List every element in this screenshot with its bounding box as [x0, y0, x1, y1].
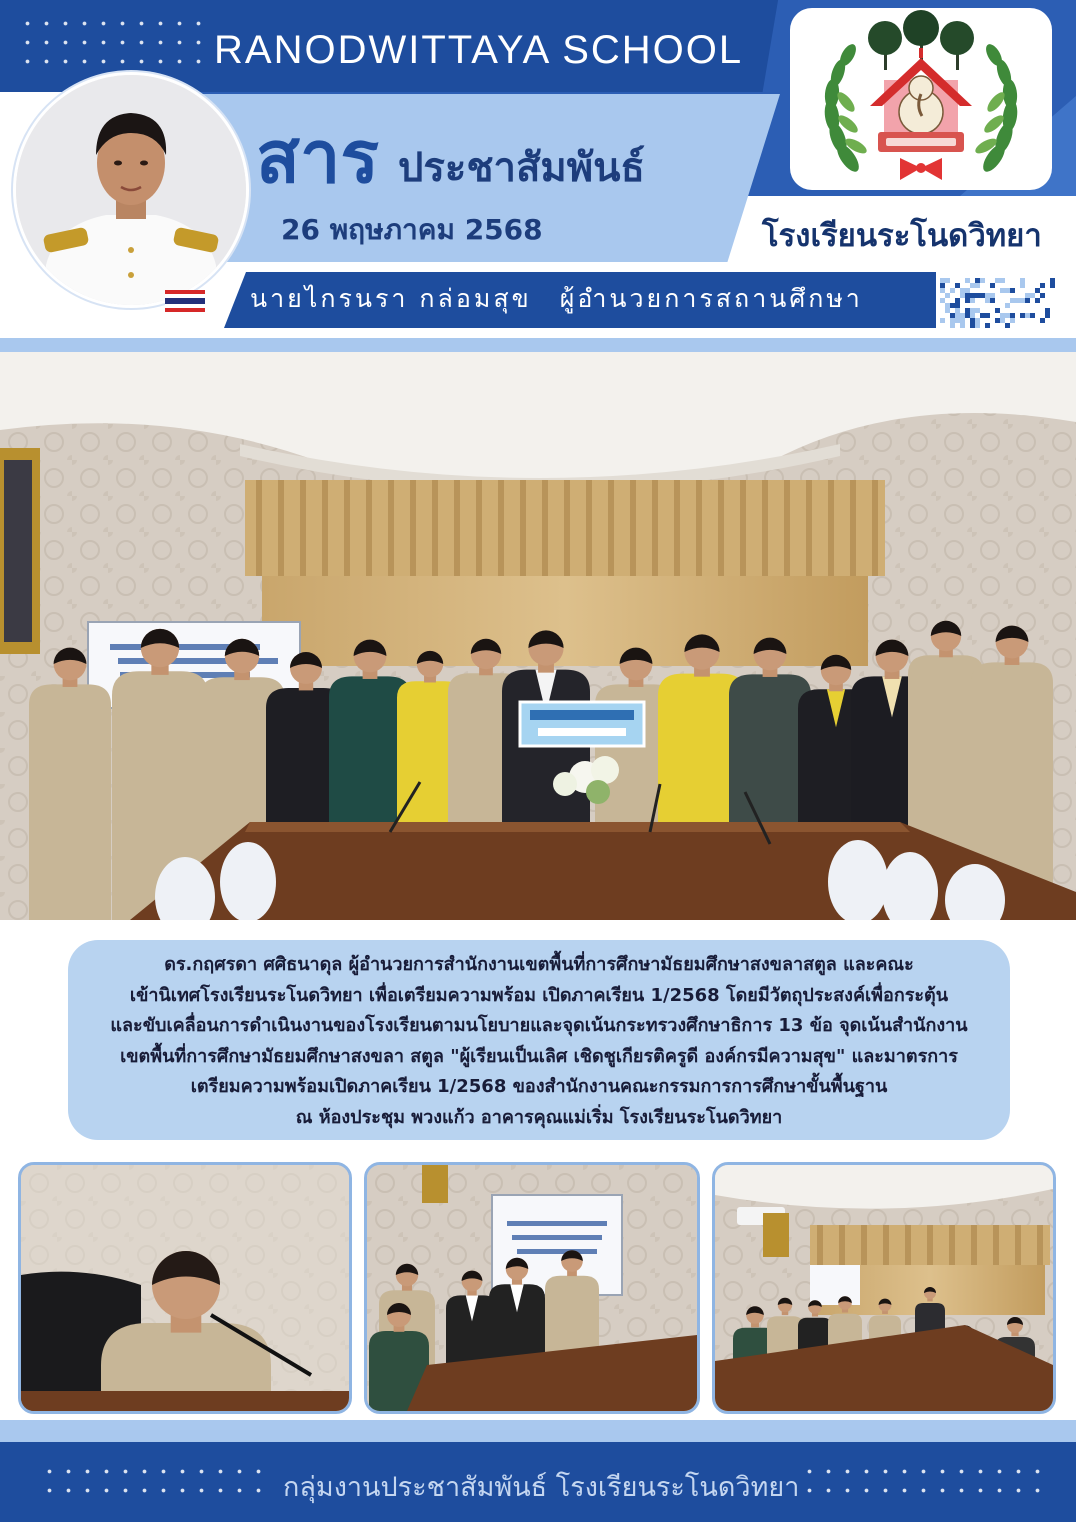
school-emblem-icon [790, 8, 1052, 190]
wreath-right-icon [973, 42, 1019, 176]
pixel-cell [940, 288, 945, 293]
pixel-cell [970, 298, 975, 303]
divider-strip-bottom [0, 1420, 1076, 1442]
pixel-cell [1020, 283, 1025, 288]
wall-picture-frame [422, 1165, 448, 1203]
pixel-cell [975, 318, 980, 323]
curtain-valance [810, 1225, 1050, 1265]
wall-picture [4, 460, 32, 642]
pixel-cell [1000, 288, 1005, 293]
pixel-cell [965, 278, 970, 283]
pixel-cell [1050, 278, 1055, 283]
pixel-cell [1010, 298, 1015, 303]
school-name-english: RANODWITTAYA SCHOOL [214, 28, 744, 72]
pixel-cell [970, 313, 975, 318]
pixel-cell [950, 318, 955, 323]
pixel-cell [975, 278, 980, 283]
pixel-cell [940, 278, 945, 283]
pixel-cell [980, 293, 985, 298]
pixel-cell [1040, 283, 1045, 288]
pixel-cell [985, 293, 990, 298]
pixel-pattern-icon [940, 278, 1055, 328]
article-text-box [68, 940, 1010, 1140]
pixel-cell [1030, 293, 1035, 298]
pixel-cell [945, 308, 950, 313]
person-figure [29, 648, 111, 920]
pixel-cell [960, 313, 965, 318]
title-prefix: สาร [256, 115, 380, 199]
pixel-cell [940, 298, 945, 303]
desk [21, 1391, 349, 1411]
director-info [250, 279, 863, 319]
decorative-dots-icon [800, 1462, 1040, 1502]
pixel-cell [945, 303, 950, 308]
pixel-cell [950, 303, 955, 308]
pixel-cell [990, 298, 995, 303]
article-line: เตรียมความพร้อมเปิดภาคเรียน 1/2568 ของสำนักงานคณะกรรมการการศึกษาขั้นพื้นฐาน [190, 1076, 888, 1097]
director-portrait [13, 72, 249, 308]
school-name-thai: โรงเรียนระโนดวิทยา [762, 218, 1042, 254]
pixel-cell [945, 278, 950, 283]
school-logo [790, 8, 1052, 190]
issue-date: 26 พฤษภาคม 2568 [281, 213, 543, 246]
portrait-photo [16, 75, 246, 305]
pixel-cell [1040, 293, 1045, 298]
pixel-cell [960, 323, 965, 328]
pixel-cell [960, 318, 965, 323]
pixel-cell [970, 318, 975, 323]
photo-thumbnail-2 [364, 1162, 700, 1414]
pixel-cell [985, 298, 990, 303]
wreath-left-icon [823, 42, 869, 176]
photo-thumbnail-1 [18, 1162, 352, 1414]
pixel-cell [1010, 313, 1015, 318]
pixel-cell [1025, 293, 1030, 298]
title-rest: ประชาสัมพันธ์ [398, 145, 645, 191]
projection-screen [810, 1265, 860, 1305]
curtain-valance [245, 480, 885, 576]
pixel-cell [955, 298, 960, 303]
pixel-cell [995, 278, 1000, 283]
article-line: และขับเคลื่อนการดำเนินงานของโรงเรียนตามนโยบายและจุดเน้นกระทรวงศึกษาธิการ 13 ข้อ จุดเน้นสำนักงาน [110, 1015, 968, 1036]
divider-strip-top [0, 338, 1076, 352]
pixel-cell [995, 318, 1000, 323]
pixel-cell [970, 283, 975, 288]
pixel-cell [955, 308, 960, 313]
article-line: ณ ห้องประชุม พวงแก้ว อาคารคุณแม่เริ่ม โรงเรียนระโนดวิทยา [295, 1106, 783, 1128]
pixel-cell [980, 313, 985, 318]
pixel-cell [995, 308, 1000, 313]
pixel-cell [955, 303, 960, 308]
pixel-cell [1025, 313, 1030, 318]
pixel-cell [1035, 288, 1040, 293]
pixel-cell [975, 308, 980, 313]
pixel-cell [1000, 318, 1005, 323]
pixel-cell [1020, 278, 1025, 283]
pixel-cell [1005, 303, 1010, 308]
pixel-cell [970, 293, 975, 298]
pixel-cell [970, 308, 975, 313]
pixel-cell [965, 298, 970, 303]
main-group-photo [0, 352, 1076, 920]
pixel-cell [1045, 313, 1050, 318]
pixel-cell [1000, 313, 1005, 318]
pixel-cell [980, 278, 985, 283]
pixel-cell [1000, 278, 1005, 283]
emblem-base-inscription [886, 138, 956, 146]
pixel-cell [1010, 318, 1015, 323]
decorative-dots-icon [40, 1462, 270, 1502]
pixel-cell [990, 283, 995, 288]
pixel-cell [985, 323, 990, 328]
article-line: เขตพื้นที่การศึกษามัธยมศึกษาสงขลา สตูล "ผู้เรียนเป็นเลิศ เชิดชูเกียรติครูดี องค์กรมีความสุข" และมาตรการ [120, 1045, 958, 1067]
pixel-cell [975, 293, 980, 298]
pixel-cell [1025, 298, 1030, 303]
article-line: เข้านิเทศโรงเรียนระโนดวิทยา เพื่อเตรียมความพร้อม เปิดภาคเรียน 1/2568 โดยมีวัตถุประสงค์เพื่อกระตุ้น [129, 984, 949, 1006]
pixel-cell [1045, 308, 1050, 313]
emblem-ribbon-icon [900, 158, 942, 180]
donation-sign [520, 702, 644, 746]
pixel-cell [945, 293, 950, 298]
pixel-cell [940, 318, 945, 323]
pixel-cell [970, 323, 975, 328]
pixel-cell [1030, 313, 1035, 318]
pixel-cell [1005, 323, 1010, 328]
pixel-cell [965, 293, 970, 298]
pixel-cell [985, 313, 990, 318]
pixel-cell [1010, 288, 1015, 293]
pixel-cell [955, 313, 960, 318]
pixel-cell [1040, 318, 1045, 323]
photo-thumbnail-3 [712, 1162, 1056, 1414]
pixel-cell [975, 323, 980, 328]
pixel-cell [1035, 298, 1040, 303]
pixel-cell [965, 308, 970, 313]
decorative-dots-icon [18, 14, 208, 78]
director-name: นายไกรนรา กล่อมสุข [250, 284, 532, 313]
pixel-cell [940, 283, 945, 288]
pixel-cell [965, 313, 970, 318]
pixel-cell [950, 313, 955, 318]
pixel-cell [955, 318, 960, 323]
pixel-cell [1015, 298, 1020, 303]
pixel-cell [955, 283, 960, 288]
pixel-cell [950, 288, 955, 293]
pixel-cell [965, 288, 970, 293]
thai-flag-icon [165, 290, 205, 312]
wall-picture-frame [763, 1213, 789, 1257]
footer-text: กลุ่มงานประชาสัมพันธ์ โรงเรียนระโนดวิทยา [283, 1472, 800, 1503]
article-line: ดร.กฤศรดา ศศิธนาดุล ผู้อำนวยการสำนักงานเขตพื้นที่การศึกษามัธยมศึกษาสงขลาสตูล และคณะ [164, 954, 914, 975]
pixel-cell [960, 293, 965, 298]
pixel-cell [950, 323, 955, 328]
pixel-cell [1005, 288, 1010, 293]
pixel-cell [1020, 313, 1025, 318]
pixel-cell [1020, 298, 1025, 303]
pixel-cell [975, 283, 980, 288]
pixel-cell [1005, 313, 1010, 318]
director-position: ผู้อำนวยการสถานศึกษา [559, 284, 863, 313]
pixel-cell [960, 288, 965, 293]
pixel-cell [1050, 283, 1055, 288]
pixel-cell [990, 293, 995, 298]
